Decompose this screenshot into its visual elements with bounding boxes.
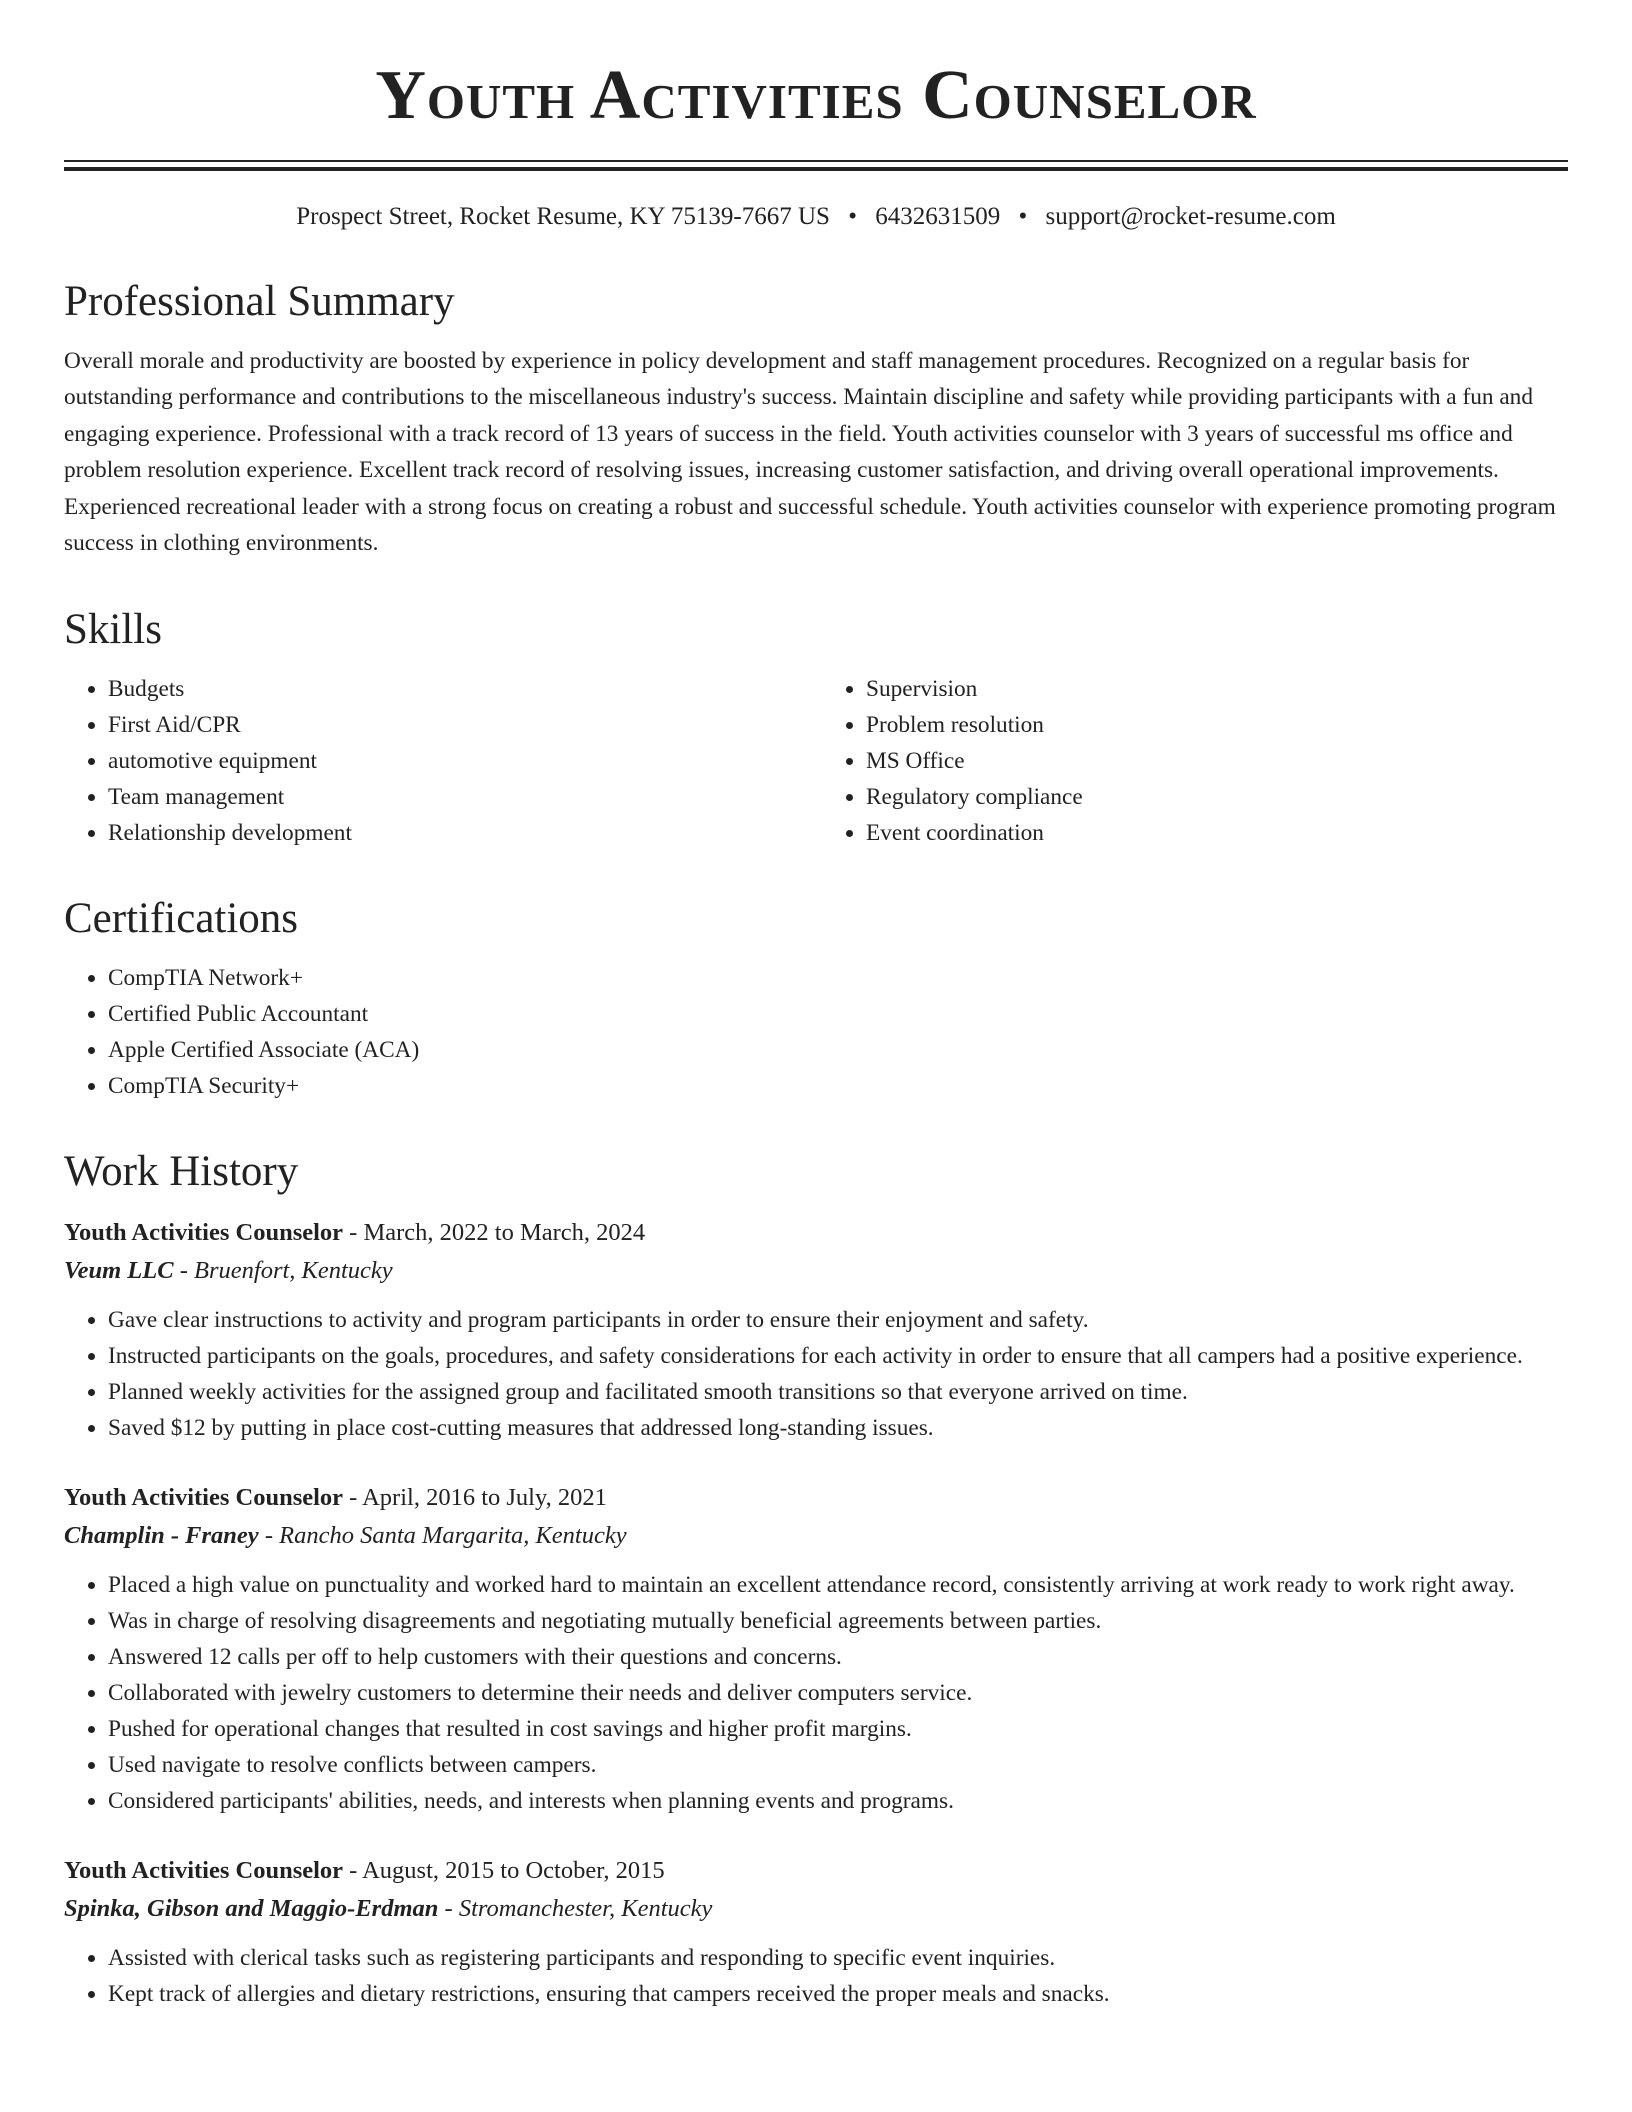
job-role: Youth Activities Counselor <box>64 1483 344 1511</box>
skill-item: • Supervision <box>866 671 1568 707</box>
certification-item: • CompTIA Security+ <box>108 1068 1568 1104</box>
summary-section <box>64 278 1568 562</box>
job-bullet: • Instructed participants on the goals, procedures, and safety considerations for each activity in order to ensure that all campers had a positive experience. <box>108 1338 1568 1374</box>
certifications-list <box>64 960 1568 1104</box>
job-dates: March, 2022 to March, 2024 <box>363 1218 646 1246</box>
job-location: Rancho Santa Margarita, Kentucky <box>279 1521 627 1549</box>
contact-line <box>64 201 1568 234</box>
job-bullet: • Kept track of allergies and dietary restrictions, ensuring that campers received the proper meals and snacks. <box>108 1976 1568 2012</box>
skills-list-left <box>64 671 810 851</box>
job-bullet: • Collaborated with jewelry customers to determine their needs and deliver computers service. <box>108 1675 1568 1711</box>
skill-item: • automotive equipment <box>108 743 810 779</box>
job-entry <box>64 1479 1568 1819</box>
job-bullet: • Used navigate to resolve conflicts between campers. <box>108 1747 1568 1783</box>
contact-separator: • <box>848 203 857 230</box>
skill-item: • Relationship development <box>108 815 810 851</box>
contact-email: support@rocket-resume.com <box>1045 203 1336 230</box>
skills-heading: Skills <box>64 605 162 653</box>
job-dates: April, 2016 to July, 2021 <box>362 1483 607 1511</box>
job-entry <box>64 1214 1568 1446</box>
job-bullets <box>64 1567 1568 1819</box>
skills-section <box>64 606 1568 851</box>
job-company-line: Spinka, Gibson and Maggio-Erdman - Stromanchester, Kentucky <box>64 1894 713 1922</box>
job-bullet: • Considered participants' abilities, needs, and interests when planning events and programs. <box>108 1783 1568 1819</box>
job-title-line: Youth Activities Counselor - March, 2022 to March, 2024 <box>64 1218 646 1246</box>
contact-separator: • <box>1018 203 1028 230</box>
job-title-line: Youth Activities Counselor - August, 2015 to October, 2015 <box>64 1856 665 1884</box>
job-entry <box>64 1852 1568 2012</box>
job-bullets <box>64 1302 1568 1446</box>
skill-item: • Problem resolution <box>866 707 1568 743</box>
job-bullet: • Assisted with clerical tasks such as registering participants and responding to specific event inquiries. <box>108 1940 1568 1976</box>
skill-item: • Team management <box>108 779 810 815</box>
certification-item: • Apple Certified Associate (ACA) <box>108 1032 1568 1068</box>
contact-phone: 6432631509 <box>875 203 1001 230</box>
summary-text: Overall morale and productivity are boosted by experience in policy development and staff management procedures. Recognized on a regular basis for outstanding performance and contributions to the miscellaneous industry's success. Maintain discipline and safety while providing participants with a fun and engaging experience. Professional with a track record of 13 years of success in the field. Youth activities counselor with 3 years of successful ms office and problem resolution experience. Excellent track record of resolving issues, increasing customer satisfaction, and driving overall operational improvements. Experienced recreational leader with a strong focus on creating a robust and successful schedule. Youth activities counselor with experience promoting program success in clothing environments. <box>64 347 1556 557</box>
job-title-line: Youth Activities Counselor - April, 2016 to July, 2021 <box>64 1483 607 1511</box>
job-bullet: • Answered 12 calls per off to help customers with their questions and concerns. <box>108 1639 1568 1675</box>
skills-list-right <box>822 671 1568 851</box>
job-company: Champlin - Franey <box>64 1521 259 1549</box>
job-bullet: • Saved $12 by putting in place cost-cutting measures that addressed long-standing issues. <box>108 1410 1568 1446</box>
job-bullet: • Pushed for operational changes that resulted in cost savings and higher profit margins. <box>108 1711 1568 1747</box>
skill-item: • First Aid/CPR <box>108 707 810 743</box>
certification-item: • Certified Public Accountant <box>108 996 1568 1032</box>
job-company-line: Veum LLC - Bruenfort, Kentucky <box>64 1256 393 1284</box>
work-history-heading: Work History <box>64 1148 299 1196</box>
job-role: Youth Activities Counselor <box>64 1856 344 1884</box>
job-location: Bruenfort, Kentucky <box>194 1256 393 1284</box>
job-company: Spinka, Gibson and Maggio-Erdman <box>64 1894 439 1922</box>
job-dates: August, 2015 to October, 2015 <box>362 1856 665 1884</box>
title-divider <box>64 160 1568 171</box>
work-history-section <box>64 1148 1568 2011</box>
job-bullets <box>64 1940 1568 2012</box>
job-location: Stromanchester, Kentucky <box>458 1894 713 1922</box>
resume-title: Youth Activities Counselor <box>375 57 1257 134</box>
contact-address: Prospect Street, Rocket Resume, KY 75139-7667 US <box>296 203 830 230</box>
job-bullet: • Placed a high value on punctuality and worked hard to maintain an excellent attendance record, consistently arriving at work ready to work right away. <box>108 1567 1568 1603</box>
certifications-heading: Certifications <box>64 895 299 943</box>
job-bullet: • Gave clear instructions to activity and program participants in order to ensure their enjoyment and safety. <box>108 1302 1568 1338</box>
summary-heading: Professional Summary <box>64 277 455 325</box>
job-role: Youth Activities Counselor <box>64 1218 344 1246</box>
skills-grid <box>64 671 1568 851</box>
skill-item: • Budgets <box>108 671 810 707</box>
job-bullet: • Was in charge of resolving disagreements and negotiating mutually beneficial agreements between parties. <box>108 1603 1568 1639</box>
skill-item: • Event coordination <box>866 815 1568 851</box>
certifications-section <box>64 895 1568 1104</box>
job-bullet: • Planned weekly activities for the assigned group and facilitated smooth transitions so that everyone arrived on time. <box>108 1374 1568 1410</box>
skill-item: • MS Office <box>866 743 1568 779</box>
job-company: Veum LLC <box>64 1256 174 1284</box>
job-company-line: Champlin - Franey - Rancho Santa Margarita, Kentucky <box>64 1521 627 1549</box>
skill-item: • Regulatory compliance <box>866 779 1568 815</box>
certification-item: • CompTIA Network+ <box>108 960 1568 996</box>
